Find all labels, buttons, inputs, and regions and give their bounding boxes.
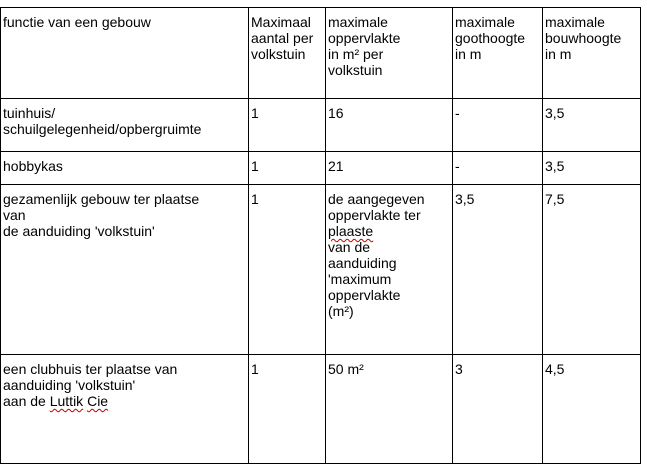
cell-aantal: 1 xyxy=(249,99,326,152)
header-aantal: Maximaal aantal per volkstuin xyxy=(249,8,326,99)
spelling-flag-word: Cie xyxy=(87,393,109,409)
header-functie: functie van een gebouw xyxy=(1,8,249,99)
table-row xyxy=(1,185,641,355)
cell-oppervlakte: 50 m² xyxy=(326,355,453,464)
cell-goothoogte: 3 xyxy=(453,355,543,464)
table-row xyxy=(1,152,641,185)
cell-goothoogte: - xyxy=(453,152,543,185)
cell-aantal: 1 xyxy=(249,185,326,355)
table-row xyxy=(1,355,641,464)
cell-goothoogte: 3,5 xyxy=(453,185,543,355)
text-part: een clubhuis ter plaatse van aanduiding 'volkstuin' aan de xyxy=(3,361,178,409)
spelling-flag-word: Luttik xyxy=(49,393,84,409)
cell-bouwhoogte: 3,5 xyxy=(543,152,641,185)
cell-oppervlakte: 16 xyxy=(326,99,453,152)
header-oppervlakte: maximale oppervlakte in m² per volkstuin xyxy=(326,8,453,99)
cell-oppervlakte: 21 xyxy=(326,152,453,185)
text-part: van de aanduiding 'maximum oppervlakte (m²) xyxy=(328,239,401,319)
cell-functie xyxy=(1,355,249,464)
header-goothoogte: maximale goothoogte in m xyxy=(453,8,543,99)
table-row xyxy=(1,99,641,152)
cell-bouwhoogte: 7,5 xyxy=(543,185,641,355)
regels-tabel xyxy=(0,7,641,464)
text-part: de aangegeven oppervlakte ter xyxy=(328,191,425,223)
cell-functie: gezamenlijk gebouw ter plaatse van de aanduiding 'volkstuin' xyxy=(1,185,249,355)
cell-aantal: 1 xyxy=(249,152,326,185)
cell-bouwhoogte: 4,5 xyxy=(543,355,641,464)
cell-aantal: 1 xyxy=(249,355,326,464)
header-row xyxy=(1,8,641,99)
cell-functie: hobbykas xyxy=(1,152,249,185)
cell-oppervlakte xyxy=(326,185,453,355)
spelling-flag-word: plaaste xyxy=(328,223,374,239)
cell-goothoogte: - xyxy=(453,99,543,152)
cell-functie: tuinhuis/ schuilgelegenheid/opbergruimte xyxy=(1,99,249,152)
header-bouwhoogte: maximale bouwhoogte in m xyxy=(543,8,641,99)
cell-bouwhoogte: 3,5 xyxy=(543,99,641,152)
